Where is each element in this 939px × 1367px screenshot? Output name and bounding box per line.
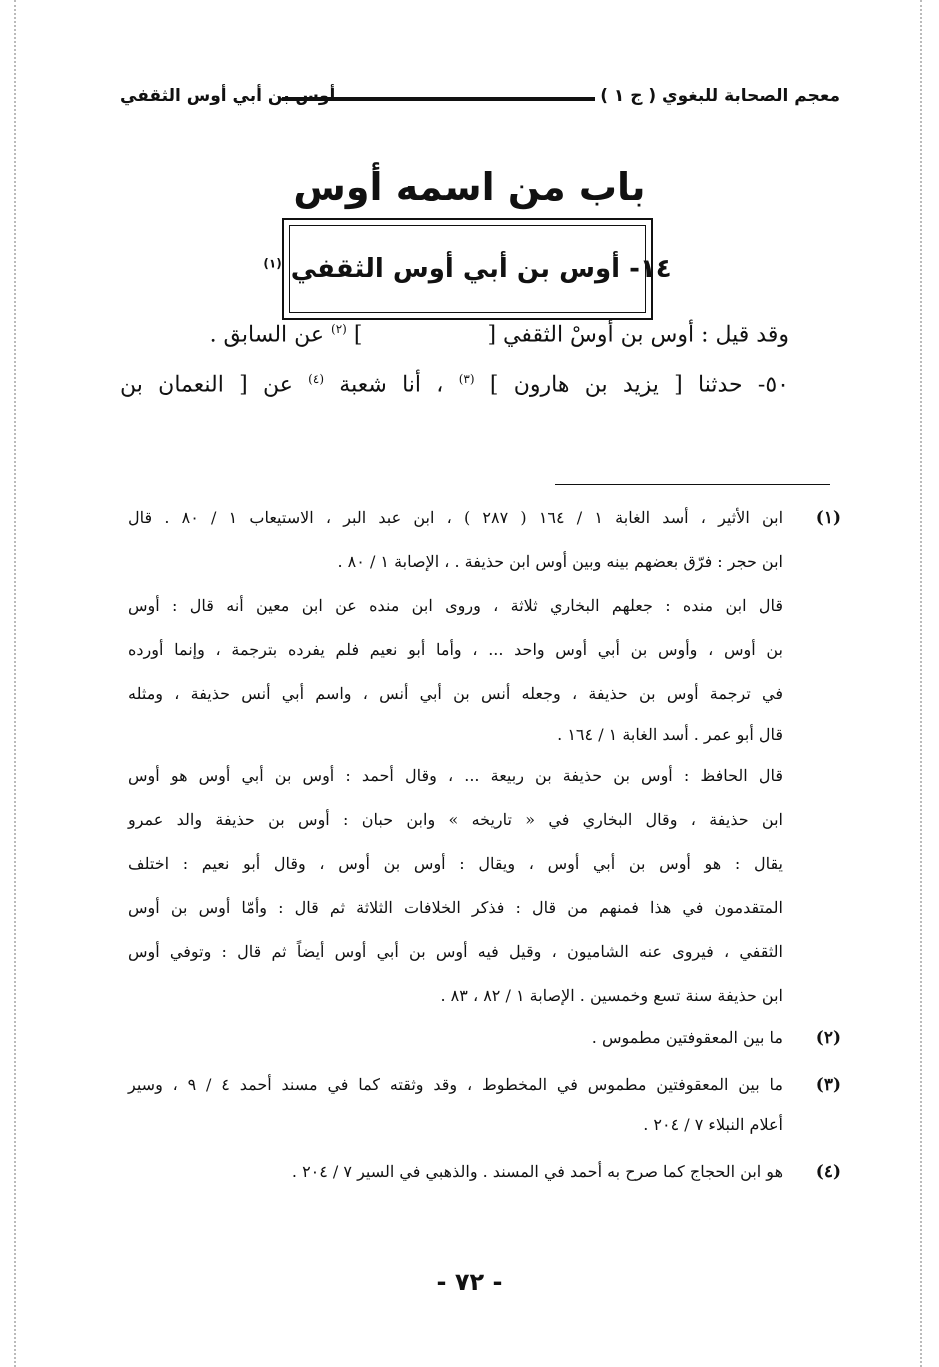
footnote-number-4: (٤) bbox=[815, 1162, 841, 1182]
entry-title-box bbox=[263, 218, 672, 320]
main-line1-start: وقد قيل : أوس بن أوسْ الثقفي [ bbox=[487, 322, 789, 348]
footnote-1-line: قال أبو عمر . أسد الغابة ١ / ١٦٤ . bbox=[557, 725, 783, 744]
footnote-number-3: (٣) bbox=[815, 1075, 841, 1095]
main-text-line-1 bbox=[120, 322, 789, 347]
header-book-title: معجم الصحابة للبغوي ( ج ١ ) bbox=[600, 86, 840, 106]
footnote-1-line: قال الحافظ : أوس بن حذيفة بن ربيعة ... ، وقال أحمد : أوس بن أبي أوس هو أوس bbox=[128, 766, 783, 785]
running-header bbox=[120, 84, 840, 114]
footnote-1-line: ابن حجر : فرّق بعضهم بينه وبين أوس ابن حذيفة . ، الإصابة ١ / ٨٠ . bbox=[337, 552, 783, 571]
main-line1-bracket: ] bbox=[346, 322, 363, 348]
footnote-1-line: ابن حذيفة ، وقال البخاري في « تاريخه » وابن حبان : أوس بن حذيفة والد عمرو bbox=[128, 810, 783, 829]
entry-title-inner-frame bbox=[263, 225, 672, 313]
footnote-ref-2: (٢) bbox=[331, 322, 347, 336]
footnote-1-line: بن أوس ، وأوس بن أبي أوس واحد ... ، وأما أبو نعيم فلم يفرده بترجمة ، وإنما أورده bbox=[128, 640, 783, 659]
main-line2-mid: ، أنا شعبة bbox=[324, 372, 459, 398]
footnote-number-1: (١) bbox=[815, 508, 841, 528]
main-text-line-2 bbox=[120, 372, 789, 397]
footnote-1-line: قال ابن منده : جعلهم البخاري ثلاثة ، وروى ابن منده عن ابن معين أنه قال : أوس bbox=[128, 596, 784, 615]
footnote-1-line: المتقدمون في هذا فمنهم من قال : فذكر الخلافات الثلاثة ثم قال : وأمّا أوس بن أوس bbox=[128, 898, 783, 917]
footnote-3-line: ما بين المعقوفتين مطموس في المخطوط ، وقد وثقته كما في مسند أحمد ٤ / ٩ ، وسير bbox=[128, 1075, 783, 1094]
footnote-2-text: ما بين المعقوفتين مطموس . bbox=[591, 1028, 783, 1047]
main-line1-end: عن السابق . bbox=[209, 322, 332, 348]
header-entry-title: أوس بن أبي أوس الثقفي bbox=[120, 86, 336, 106]
footnote-ref-3: (٣) bbox=[458, 372, 475, 386]
page-number: - ٧٢ - bbox=[436, 1268, 503, 1296]
entry-title-text: ١٤- أوس بن أبي أوس الثقفي bbox=[290, 254, 672, 284]
main-line2-end: عن [ النعمان بن bbox=[120, 372, 309, 398]
footnote-separator bbox=[555, 484, 830, 485]
entry-footnote-ref: (١) bbox=[263, 256, 282, 271]
footnote-1-line: الثقفي ، فيروى عنه الشاميون ، وقيل فيه أوس بن أبي أوس أيضاً ثم قال : وتوفي أوس bbox=[128, 942, 784, 961]
footnote-3-line: أعلام النبلاء ٧ / ٢٠٤ . bbox=[643, 1115, 783, 1134]
footnote-1-line: يقال : هو أوس بن أبي أوس ، ويقال : أوس بن أوس ، وقال أبو نعيم : اختلف bbox=[128, 854, 783, 873]
chapter-title: باب من اسمه أوس bbox=[293, 165, 646, 209]
footnote-1-line: ابن حذيفة سنة تسع وخمسين . الإصابة ١ / ٨٢ ، ٨٣ . bbox=[440, 986, 783, 1005]
entry-title bbox=[263, 254, 671, 284]
footnote-1-line: ابن الأثير ، أسد الغابة ١ / ١٦٤ ( ٢٨٧ ) ، ابن عبد البر ، الاستيعاب ١ / ٨٠ . قال bbox=[128, 508, 784, 527]
main-line2-start: ٥٠- حدثنا [ يزيد بن هارون ] bbox=[474, 372, 789, 398]
footnote-1-line: في ترجمة أوس بن حذيفة ، وجعله أنس بن أبي أنس ، واسم أبي أنس حذيفة ، ومثله bbox=[128, 684, 783, 703]
footnote-number-2: (٢) bbox=[815, 1028, 841, 1048]
footnote-ref-4: (٤) bbox=[308, 372, 324, 386]
footnote-4-text: هو ابن الحجاج كما صرح به أحمد في المسند . والذهبي في السير ٧ / ٢٠٤ . bbox=[291, 1162, 783, 1181]
